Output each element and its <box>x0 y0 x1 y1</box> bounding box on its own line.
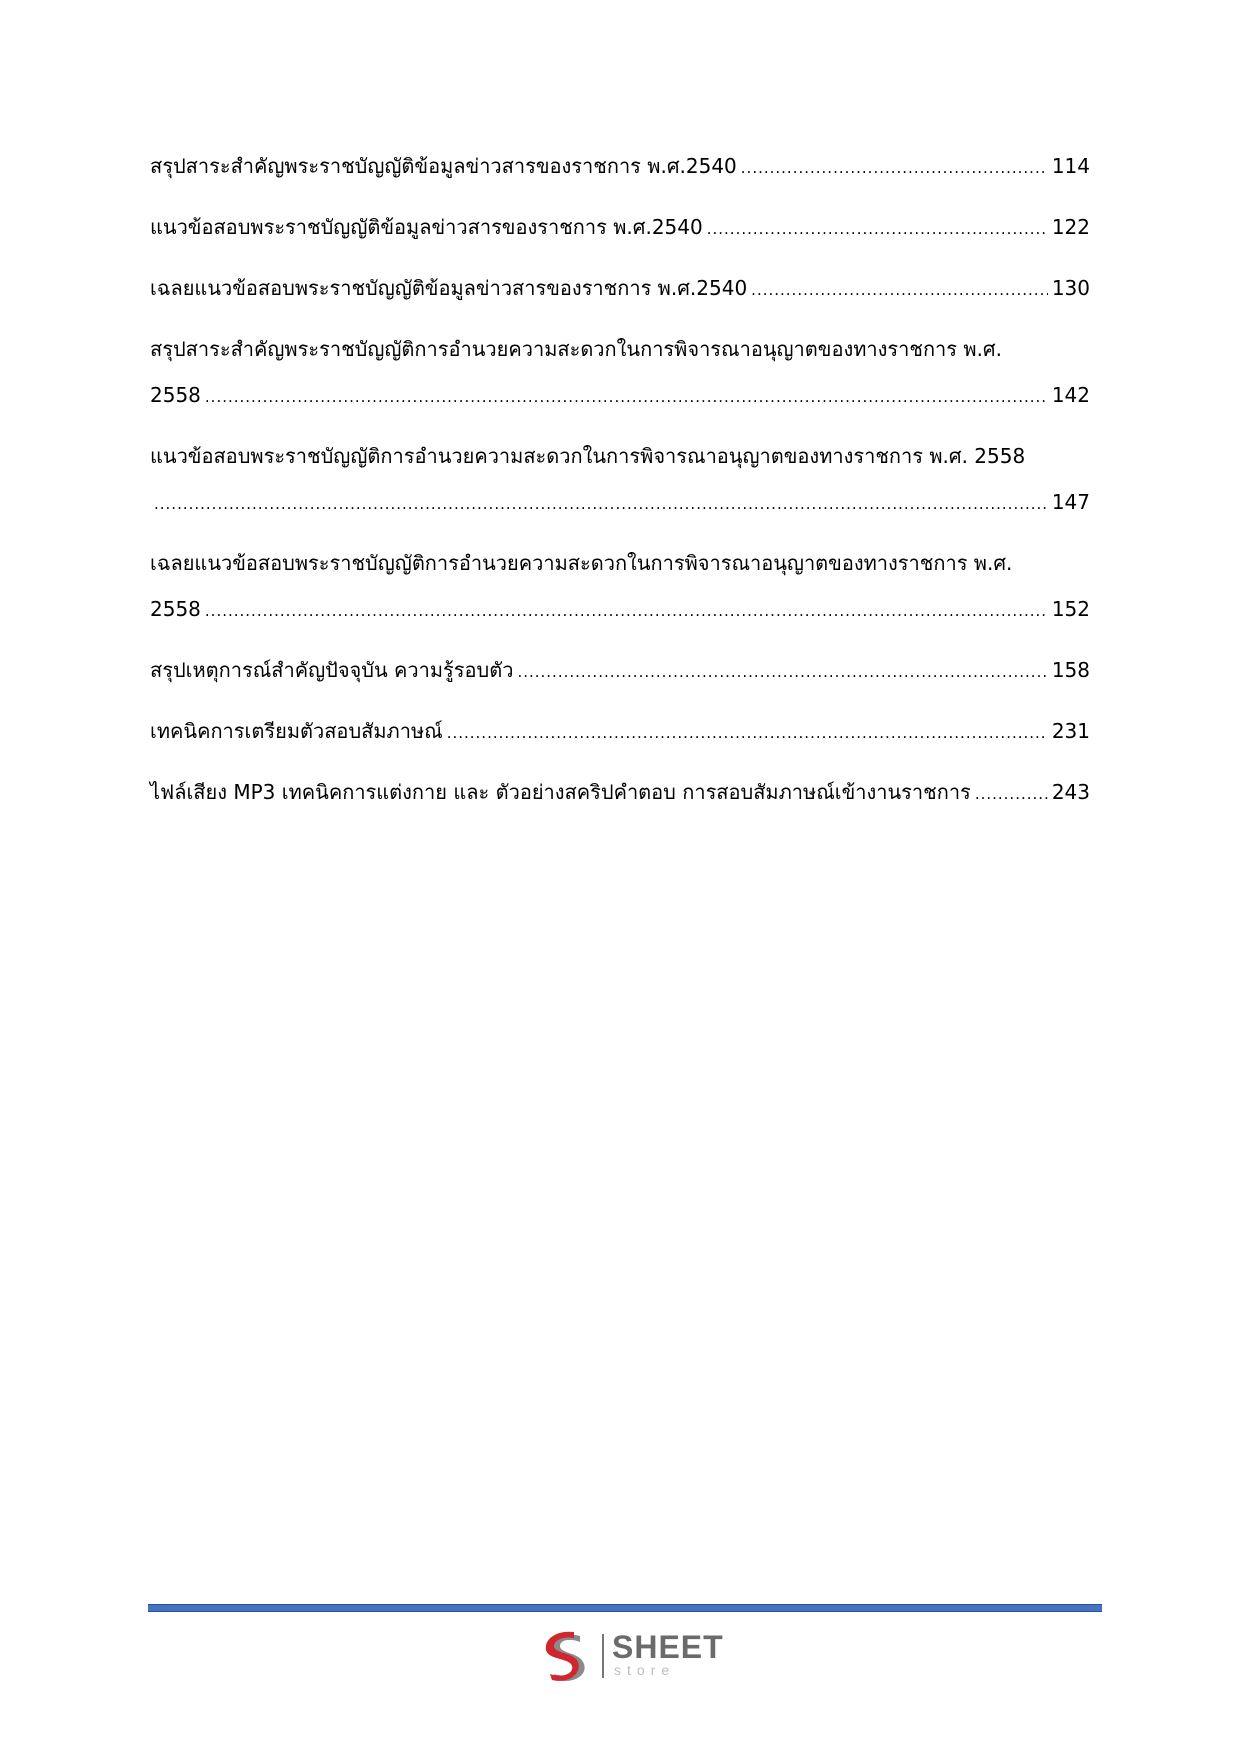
toc-leader-dots <box>751 274 1048 306</box>
brand-divider <box>602 1634 604 1678</box>
toc-page-number: 158 <box>1051 658 1090 682</box>
sheet-store-logo-icon <box>540 1628 596 1684</box>
toc-line <box>150 776 1090 808</box>
toc-entry[interactable] <box>150 547 1090 625</box>
toc-leader-dots <box>741 152 1048 184</box>
toc-entry-title: สรุปเหตุการณ์สำคัญปัจจุบัน ความรู้รอบตัว <box>150 658 514 682</box>
toc-line <box>150 486 1090 518</box>
toc-entry-title-continued: 2558 <box>150 383 201 407</box>
footer-rule <box>148 1604 1102 1612</box>
toc-entry-title: เทคนิคการเตรียมตัวสอบสัมภาษณ์ <box>150 719 443 743</box>
toc-entry-title: ไฟล์เสียง MP3 เทคนิคการแต่งกาย และ ตัวอย่างสคริปคำตอบ การสอบสัมภาษณ์เข้างานราชการ <box>150 780 971 804</box>
toc-line <box>150 593 1090 625</box>
toc-leader-dots <box>154 488 1048 520</box>
toc-line <box>150 150 1090 182</box>
toc-page-number: 114 <box>1051 154 1090 178</box>
brand-logo <box>540 1628 740 1688</box>
toc-entry[interactable] <box>150 150 1090 182</box>
toc-entry[interactable] <box>150 272 1090 304</box>
toc-leader-dots <box>205 595 1048 627</box>
toc-entry[interactable] <box>150 440 1090 518</box>
brand-subtitle: store <box>614 1662 676 1678</box>
toc-line <box>150 715 1090 747</box>
toc-line <box>150 272 1090 304</box>
toc-page-number: 122 <box>1051 215 1090 239</box>
toc-leader-dots <box>975 778 1048 810</box>
toc-entry[interactable] <box>150 715 1090 747</box>
toc-entry-title: เฉลยแนวข้อสอบพระราชบัญญัติข้อมูลข่าวสารของราชการ พ.ศ.2540 <box>150 276 748 300</box>
toc-entry[interactable] <box>150 211 1090 243</box>
toc-leader-dots <box>205 381 1048 413</box>
toc-entry[interactable] <box>150 333 1090 411</box>
toc-line <box>150 211 1090 243</box>
toc-line <box>150 547 1090 579</box>
toc-entry-title: แนวข้อสอบพระราชบัญญัติการอำนวยความสะดวกในการพิจารณาอนุญาตของทางราชการ พ.ศ. 2558 <box>150 444 1026 468</box>
toc-entry[interactable] <box>150 654 1090 686</box>
toc-line <box>150 333 1090 365</box>
toc-entry-title: สรุปสาระสำคัญพระราชบัญญัติข้อมูลข่าวสารของราชการ พ.ศ.2540 <box>150 154 737 178</box>
toc-line <box>150 654 1090 686</box>
toc-entry-title: แนวข้อสอบพระราชบัญญัติข้อมูลข่าวสารของราชการ พ.ศ.2540 <box>150 215 703 239</box>
toc-leader-dots <box>517 656 1047 688</box>
toc-leader-dots <box>707 213 1048 245</box>
toc-entry-title: สรุปสาระสำคัญพระราชบัญญัติการอำนวยความสะดวกในการพิจารณาอนุญาตของทางราชการ พ.ศ. <box>150 337 1002 361</box>
toc-leader-dots <box>447 717 1048 749</box>
toc-page-number: 152 <box>1051 597 1090 621</box>
toc-page-number: 130 <box>1051 276 1090 300</box>
toc-entry-title-continued: 2558 <box>150 597 201 621</box>
brand-name: SHEET <box>612 1629 724 1665</box>
toc-entry[interactable] <box>150 776 1090 808</box>
toc-line <box>150 379 1090 411</box>
toc-page-number: 243 <box>1051 780 1090 804</box>
toc-page-number: 147 <box>1051 490 1090 514</box>
table-of-contents <box>150 150 1090 837</box>
toc-entry-title: เฉลยแนวข้อสอบพระราชบัญญัติการอำนวยความสะดวกในการพิจารณาอนุญาตของทางราชการ พ.ศ. <box>150 551 1013 575</box>
toc-page-number: 231 <box>1051 719 1090 743</box>
toc-line <box>150 440 1090 472</box>
toc-page-number: 142 <box>1051 383 1090 407</box>
